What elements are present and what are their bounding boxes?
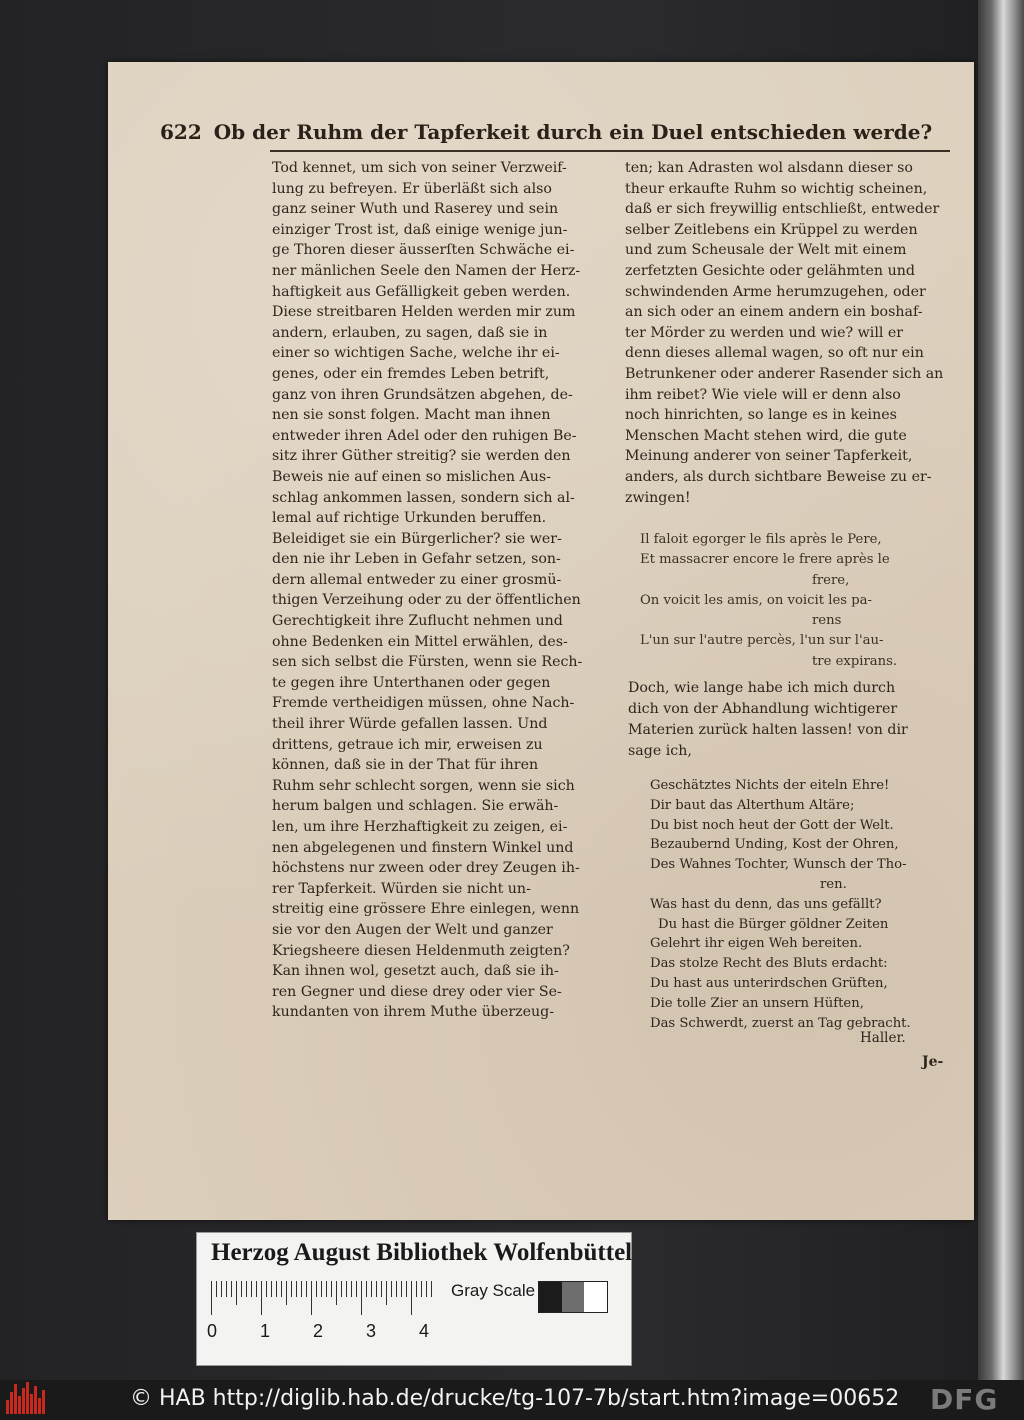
text-line: ohne Bedenken ein Mittel erwählen, des- bbox=[272, 633, 568, 650]
ruler-tick bbox=[351, 1281, 352, 1297]
ruler-tick bbox=[301, 1281, 302, 1297]
verse-line: Et massacrer encore le frere après le bbox=[640, 552, 890, 568]
ruler-tick bbox=[256, 1281, 257, 1297]
text-line: anders, als durch sichtbare Beweise zu er- bbox=[625, 468, 932, 485]
running-head-title: Ob der Ruhm der Tapferkeit durch ein Duel entschieden werde? bbox=[213, 120, 933, 144]
text-line: sitz ihrer Güther streitig? sie werden den bbox=[272, 448, 571, 465]
text-line: Fremde vertheidigen müssen, ohne Nach- bbox=[272, 695, 575, 712]
text-line: theur erkaufte Ruhm so wichtig scheinen, bbox=[625, 180, 928, 197]
right-column bbox=[625, 158, 945, 508]
text-line: Tod kennet, um sich von seiner Verzweif- bbox=[272, 160, 567, 176]
ruler-tick bbox=[376, 1281, 377, 1297]
verse-line: Geschätztes Nichts der eiteln Ehre! bbox=[650, 778, 890, 793]
text-line: schwindenden Arme herumzugehen, oder bbox=[625, 283, 926, 300]
logo-bar bbox=[18, 1396, 21, 1414]
ruler-number: 4 bbox=[419, 1321, 430, 1341]
gray-scale-swatches bbox=[538, 1281, 608, 1313]
text-line: schlag ankommen lassen, sondern sich al- bbox=[272, 489, 575, 506]
ruler-tick bbox=[246, 1281, 247, 1297]
ruler-number: 2 bbox=[313, 1321, 324, 1341]
text-line: sie vor den Augen der Welt und ganzer bbox=[272, 921, 553, 938]
ruler-tick bbox=[281, 1281, 282, 1297]
ruler-tick bbox=[271, 1281, 272, 1297]
text-line: ihm reibet? Wie viele will er denn also bbox=[625, 386, 901, 403]
swatch-black bbox=[539, 1282, 562, 1312]
text-line: sage ich, bbox=[628, 743, 692, 759]
text-line: höchstens nur zween oder drey Zeugen ih- bbox=[272, 860, 580, 877]
ruler-tick bbox=[336, 1281, 337, 1305]
ruler-tick bbox=[401, 1281, 402, 1297]
ruler-tick bbox=[276, 1281, 277, 1297]
page-number: 622 bbox=[160, 120, 202, 144]
logo-bar bbox=[26, 1382, 29, 1414]
text-line: noch hinrichten, so lange es in keines bbox=[625, 407, 897, 424]
text-line: haftigkeit aus Gefälligkeit geben werden. bbox=[272, 283, 571, 300]
ruler-tick bbox=[426, 1281, 427, 1297]
text-line: einer so wichtigen Sache, welche ihr ei- bbox=[272, 345, 560, 362]
verse-line: Des Wahnes Tochter, Wunsch der Tho- bbox=[650, 857, 907, 873]
ruler-tick bbox=[341, 1281, 342, 1297]
swatch-gray bbox=[562, 1282, 585, 1312]
text-line: Beweis nie auf einen so mislichen Aus- bbox=[272, 468, 552, 485]
ruler-tick bbox=[396, 1281, 397, 1297]
logo-bar bbox=[6, 1400, 9, 1414]
logo-bar bbox=[10, 1392, 13, 1414]
ruler-tick bbox=[311, 1281, 312, 1315]
text-line: können, daß sie in der That für ihren bbox=[272, 757, 539, 774]
ruler-tick bbox=[381, 1281, 382, 1297]
text-line: einziger Trost ist, daß einige wenige jun- bbox=[272, 221, 568, 238]
ruler-tick bbox=[261, 1281, 262, 1315]
text-line: ten; kan Adrasten wol alsdann dieser so bbox=[625, 160, 913, 176]
ruler-tick bbox=[321, 1281, 322, 1297]
verse-line: Das Schwerdt, zuerst an Tag gebracht. bbox=[650, 1015, 911, 1031]
ruler-tick bbox=[371, 1281, 372, 1297]
text-line: Menschen Macht stehen wird, die gute bbox=[625, 427, 907, 444]
text-line: Betrunkener oder anderer Rasender sich an bbox=[625, 365, 944, 382]
text-line: denn dieses allemal wagen, so oft nur ein bbox=[625, 345, 924, 362]
ruler-number: 1 bbox=[260, 1321, 271, 1341]
footer-url[interactable]: © HAB http://diglib.hab.de/drucke/tg-107-7b/start.htm?image=00652 bbox=[130, 1386, 900, 1411]
text-line: lung zu befreyen. Er überläßt sich also bbox=[272, 180, 552, 197]
verse-line: Du hast aus unterirdschen Grüften, bbox=[650, 975, 888, 991]
text-line: thigen Verzeihung oder zu der öffentlichen bbox=[272, 592, 581, 609]
verse-line: Das stolze Recht des Bluts erdacht: bbox=[650, 956, 888, 972]
text-line: ren Gegner und diese drey oder vier Se- bbox=[272, 983, 562, 1000]
text-line: lemal auf richtige Urkunden beruffen. bbox=[272, 510, 547, 527]
ruler-tick bbox=[221, 1281, 222, 1297]
ruler-tick bbox=[406, 1281, 407, 1297]
ruler-tick bbox=[236, 1281, 237, 1305]
text-line: sen sich selbst die Fürsten, wenn sie Rech- bbox=[272, 654, 583, 671]
ruler bbox=[211, 1281, 435, 1321]
text-line: dich von der Abhandlung wichtigerer bbox=[628, 701, 898, 717]
ruler-tick bbox=[431, 1281, 432, 1297]
text-line: dern allemal entweder zu einer grosmü- bbox=[272, 571, 562, 588]
gray-scale-label: Gray Scale bbox=[451, 1281, 536, 1300]
color-scale-card bbox=[196, 1232, 632, 1366]
text-line: an sich oder an einem andern ein boshaf- bbox=[625, 304, 923, 321]
ruler-tick bbox=[286, 1281, 287, 1305]
text-line: ge Thoren dieser äusserſten Schwäche ei- bbox=[272, 242, 575, 259]
ruler-tick bbox=[226, 1281, 227, 1297]
left-column bbox=[272, 158, 612, 1023]
ruler-tick bbox=[361, 1281, 362, 1315]
logo-bar bbox=[38, 1398, 41, 1414]
text-line: rer Tapferkeit. Würden sie nicht un- bbox=[272, 880, 531, 897]
verse-signature: Haller. bbox=[860, 1030, 906, 1046]
header-rule bbox=[270, 150, 950, 152]
text-line: Materien zurück halten lassen! von dir bbox=[628, 722, 908, 738]
text-line: zerfetzten Gesichte oder gelähmten und bbox=[625, 262, 915, 279]
text-line: ner mänlichen Seele den Namen der Herz- bbox=[272, 262, 581, 279]
verse-line: Dir baut das Alterthum Altäre; bbox=[650, 797, 855, 813]
text-line: Gerechtigkeit ihre Zuflucht nehmen und bbox=[272, 613, 563, 630]
ruler-tick bbox=[331, 1281, 332, 1297]
verse-line: ren. bbox=[820, 876, 847, 892]
text-line: streitig eine grössere Ehre einlegen, wenn bbox=[272, 901, 580, 918]
verse-line: Bezaubernd Unding, Kost der Ohren, bbox=[650, 837, 899, 853]
verse-line: L'un sur l'autre percès, l'un sur l'au- bbox=[640, 633, 884, 649]
ruler-tick bbox=[241, 1281, 242, 1297]
text-line: und zum Scheusale der Welt mit einem bbox=[625, 242, 907, 259]
text-line: nen abgelegenen und finstern Winkel und bbox=[272, 839, 574, 856]
dfg-logo: DFG bbox=[930, 1383, 999, 1416]
text-line: kundanten von ihrem Muthe überzeug- bbox=[272, 1004, 555, 1021]
verse-line: Du bist noch heut der Gott der Welt. bbox=[650, 817, 894, 833]
ruler-tick bbox=[231, 1281, 232, 1297]
logo-bar bbox=[30, 1394, 33, 1414]
ruler-tick bbox=[251, 1281, 252, 1297]
paragraph-after-verse bbox=[628, 678, 946, 762]
logo-bar bbox=[42, 1390, 45, 1414]
ruler-tick bbox=[296, 1281, 297, 1297]
ruler-number: 3 bbox=[366, 1321, 377, 1341]
ruler-tick bbox=[211, 1281, 212, 1315]
verse-line: rens bbox=[812, 613, 842, 629]
ruler-number: 0 bbox=[207, 1321, 218, 1341]
verse-line: Du hast die Bürger göldner Zeiten bbox=[658, 916, 889, 932]
text-line: Beleidiget sie ein Bürgerlicher? sie wer- bbox=[272, 530, 562, 547]
ruler-tick bbox=[366, 1281, 367, 1297]
ruler-tick bbox=[416, 1281, 417, 1297]
running-head bbox=[160, 120, 940, 144]
text-line: herum balgen und schlagen. Sie erwäh- bbox=[272, 798, 559, 815]
text-line: theil ihrer Würde gefallen lassen. Und bbox=[272, 716, 548, 733]
text-line: Meinung anderer von seiner Tapferkeit, bbox=[625, 448, 913, 465]
text-line: daß er sich freywillig entschließt, entweder bbox=[625, 201, 940, 218]
text-line: drittens, getraue ich mir, erweisen zu bbox=[272, 736, 543, 753]
text-line: ganz seiner Wuth und Raserey und sein bbox=[272, 201, 559, 218]
library-name: Herzog August Bibliothek Wolfenbüttel bbox=[211, 1239, 633, 1266]
text-line: selber Zeitlebens ein Krüppel zu werden bbox=[625, 221, 918, 238]
ruler-tick bbox=[356, 1281, 357, 1297]
text-line: zwingen! bbox=[625, 489, 691, 506]
text-line: nen sie sonst folgen. Macht man ihnen bbox=[272, 407, 551, 424]
ruler-tick bbox=[421, 1281, 422, 1297]
book-edge bbox=[978, 0, 1024, 1380]
swatch-white bbox=[584, 1282, 607, 1312]
text-line: ganz von ihren Grundsätzen abgehen, de- bbox=[272, 386, 573, 403]
verse-line: On voicit les amis, on voicit les pa- bbox=[640, 592, 872, 608]
verse-line: tre expirans. bbox=[812, 653, 898, 669]
text-line: ter Mörder zu werden und wie? will er bbox=[625, 324, 904, 341]
text-line: andern, erlauben, zu sagen, daß sie in bbox=[272, 324, 548, 341]
ruler-tick bbox=[316, 1281, 317, 1297]
verse-line: Il faloit egorger le fils après le Pere, bbox=[640, 532, 882, 547]
text-line: Diese streitbaren Helden werden mir zum bbox=[272, 304, 576, 321]
verse-line: frere, bbox=[812, 572, 850, 588]
ruler-tick bbox=[291, 1281, 292, 1297]
hab-logo-icon bbox=[6, 1384, 44, 1416]
text-line: len, um ihre Herzhaftigkeit zu zeigen, ei- bbox=[272, 819, 568, 835]
ruler-tick bbox=[306, 1281, 307, 1297]
ruler-tick bbox=[346, 1281, 347, 1297]
text-line: Kan ihnen wol, gesetzt auch, daß sie ih- bbox=[272, 963, 559, 980]
ruler-tick bbox=[391, 1281, 392, 1297]
text-line: Kriegsheere diesen Heldenmuth zeigten? bbox=[272, 942, 570, 959]
text-line: te gegen ihre Unterthanen oder gegen bbox=[272, 674, 551, 691]
ruler-tick bbox=[266, 1281, 267, 1297]
verse-line: Was hast du denn, das uns gefällt? bbox=[650, 896, 882, 912]
text-line: Doch, wie lange habe ich mich durch bbox=[628, 680, 896, 696]
text-line: Ruhm sehr schlecht sorgen, wenn sie sich bbox=[272, 777, 575, 794]
logo-bar bbox=[22, 1388, 25, 1414]
german-verse bbox=[650, 776, 950, 1033]
verse-line: Die tolle Zier an unsern Hüften, bbox=[650, 995, 864, 1011]
logo-bar bbox=[14, 1384, 17, 1414]
catchword: Je- bbox=[922, 1054, 944, 1070]
verse-line: Gelehrt ihr eigen Weh bereiten. bbox=[650, 936, 863, 952]
ruler-tick bbox=[411, 1281, 412, 1315]
text-line: den nie ihr Leben in Gefahr setzen, son- bbox=[272, 551, 561, 568]
text-line: entweder ihren Adel oder den ruhigen Be- bbox=[272, 427, 577, 444]
ruler-tick bbox=[216, 1281, 217, 1297]
text-line: genes, oder ein fremdes Leben betrift, bbox=[272, 365, 550, 382]
ruler-tick bbox=[326, 1281, 327, 1297]
footer-bar bbox=[0, 1380, 1024, 1420]
french-verse bbox=[640, 530, 940, 672]
ruler-tick bbox=[386, 1281, 387, 1305]
logo-bar bbox=[34, 1386, 37, 1414]
